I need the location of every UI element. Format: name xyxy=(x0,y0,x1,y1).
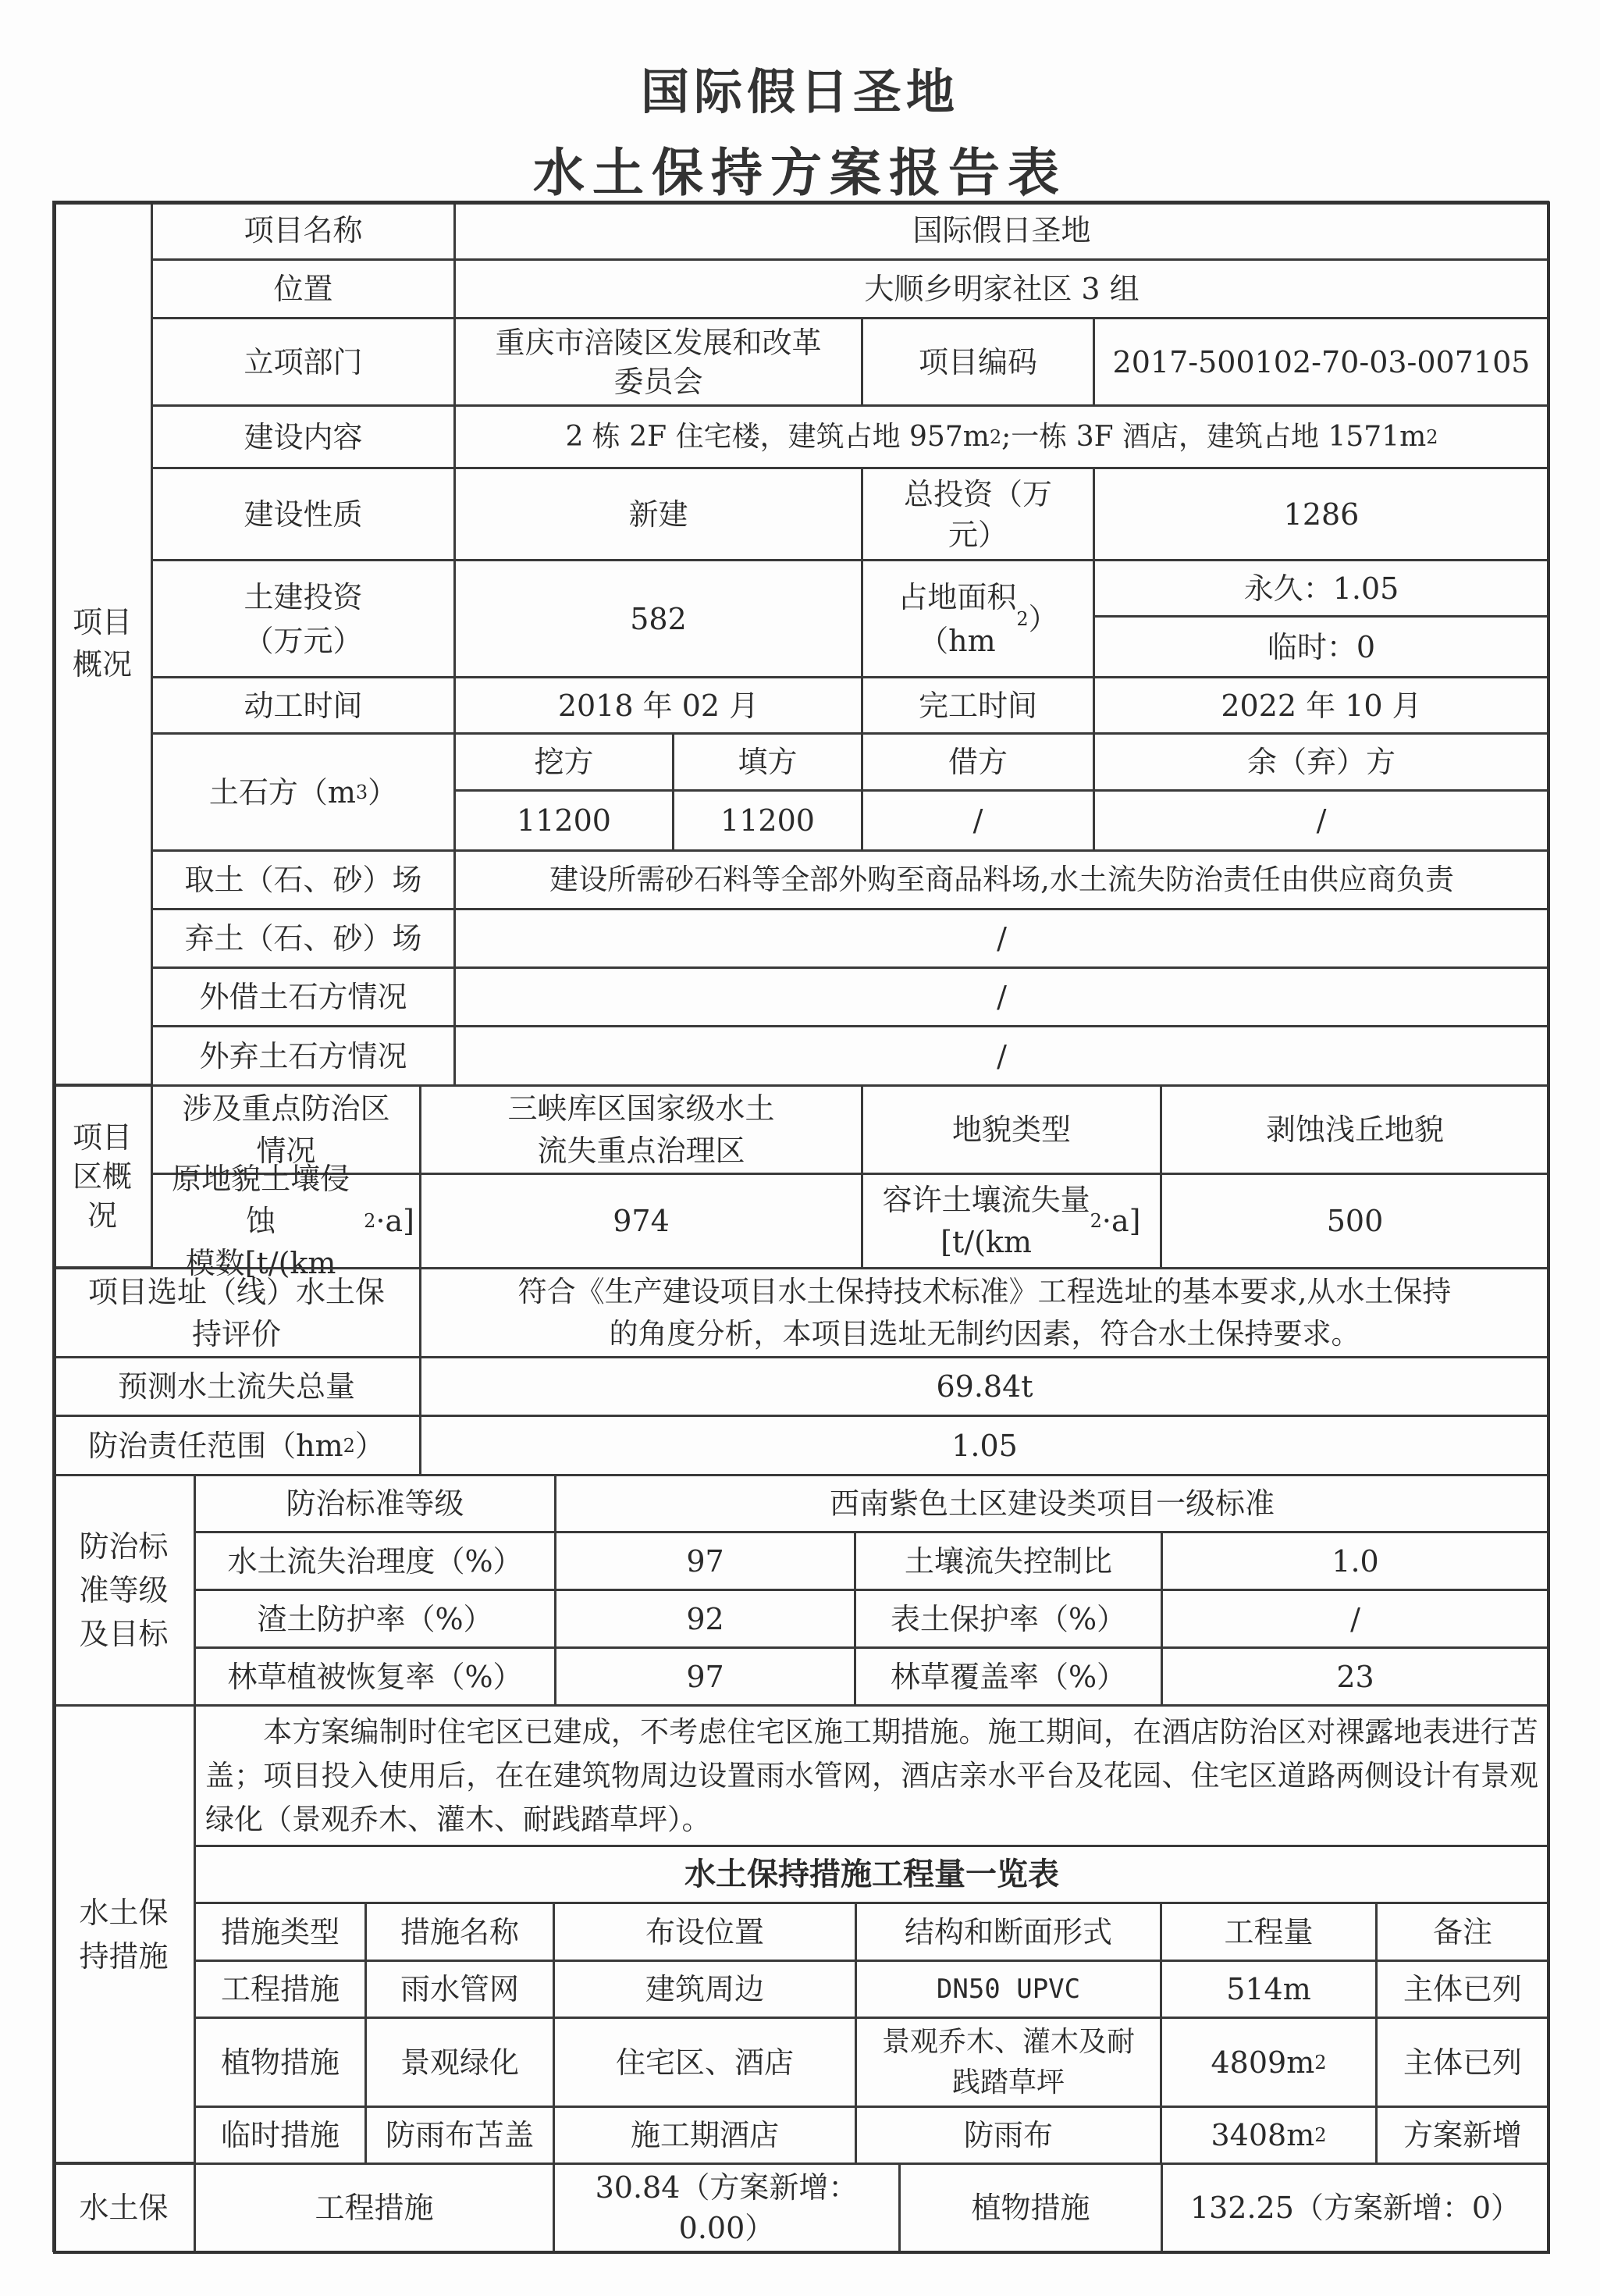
value-project-code: 2017-500102-70-03-007105 xyxy=(1093,318,1549,406)
earthwork-label-a: 土石方（m xyxy=(208,774,356,810)
earthwork-header-cut: 挖方 xyxy=(454,733,674,791)
value-standard-grade: 西南紫色土区建设类项目一级标准 xyxy=(555,1475,1549,1532)
value-approval-dept: 重庆市涪陵区发展和改革 委员会 xyxy=(454,318,862,406)
measure-form: DN50 UPVC xyxy=(855,1960,1161,2018)
label-project-name: 项目名称 xyxy=(151,201,455,260)
earthwork-header-fill: 填方 xyxy=(673,733,862,791)
measure-type: 工程措施 xyxy=(194,1960,366,2018)
allow-label-b: ·a] xyxy=(1101,1204,1141,1238)
measure-type: 临时措施 xyxy=(194,2106,366,2164)
value-total-investment: 1286 xyxy=(1093,468,1549,561)
label-landform: 地貌类型 xyxy=(862,1085,1161,1174)
value-engineering-investment: 30.84（方案新增： 0.00） xyxy=(553,2163,900,2252)
measures-header: 布设位置 xyxy=(553,1903,856,1961)
measures-header: 措施类型 xyxy=(194,1903,366,1961)
measures-table-title: 水土保持措施工程量一览表 xyxy=(194,1846,1549,1903)
target-value: 1.0 xyxy=(1161,1532,1549,1590)
measures-header: 结构和断面形式 xyxy=(855,1903,1161,1961)
target-label: 林草覆盖率（%） xyxy=(855,1647,1162,1706)
document-title-line2: 水土保持方案报告表 xyxy=(533,143,1067,203)
content-part-a: 2 栋 2F 住宅楼，建筑占地 957m xyxy=(565,420,990,453)
target-value: / xyxy=(1161,1589,1549,1648)
measure-name: 防雨布苫盖 xyxy=(365,2106,554,2164)
measure-name: 雨水管网 xyxy=(365,1960,554,2018)
value-spoil-site: / xyxy=(454,909,1549,968)
earthwork-header-borrow: 借方 xyxy=(862,733,1094,791)
label-land-area: 占地面积 （hm 2 ） xyxy=(862,560,1094,678)
label-civil-investment: 土建投资 （万元） xyxy=(151,560,455,678)
content-part-b: ;一栋 3F 酒店，建筑占地 1571m xyxy=(1001,420,1427,453)
target-value: 97 xyxy=(555,1532,855,1590)
label-external-borrow: 外借土石方情况 xyxy=(151,967,455,1027)
document-title-line1: 国际假日圣地 xyxy=(640,63,959,120)
value-responsibility-scope: 1.05 xyxy=(420,1415,1549,1475)
label-construction-nature: 建设性质 xyxy=(151,468,455,561)
section-standards: 防治标 准等级 及目标 xyxy=(52,1475,195,1706)
label-predicted-loss: 预测水土流失总量 xyxy=(52,1357,421,1416)
label-key-zone: 涉及重点防治区 情况 xyxy=(151,1085,421,1174)
target-label: 水土流失治理度（%） xyxy=(194,1532,556,1590)
quantity-value: 3408m xyxy=(1211,2118,1315,2152)
label-allowable-loss: 容许土壤流失量 [t/(km 2 ·a] xyxy=(862,1173,1161,1269)
erosion-label-b: ·a] xyxy=(375,1204,414,1238)
value-construction-nature: 新建 xyxy=(454,468,862,561)
value-landform: 剥蚀浅丘地貌 xyxy=(1161,1085,1549,1174)
value-erosion-modulus: 974 xyxy=(420,1173,862,1269)
target-label: 表土保护率（%） xyxy=(855,1589,1162,1648)
value-start-time: 2018 年 02 月 xyxy=(454,677,862,734)
value-construction-content: 2 栋 2F 住宅楼，建筑占地 957m 2 ;一栋 3F 酒店，建筑占地 1571m 2 xyxy=(454,405,1549,468)
target-label: 土壤流失控制比 xyxy=(855,1532,1162,1590)
label-borrow-site: 取土（石、砂）场 xyxy=(151,850,455,910)
label-end-time: 完工时间 xyxy=(862,677,1094,734)
quantity-value: 4809m xyxy=(1211,2045,1315,2080)
measure-quantity: 3408m 2 xyxy=(1161,2106,1377,2164)
label-start-time: 动工时间 xyxy=(151,677,455,734)
allow-label-a: 容许土壤流失量 [t/(km xyxy=(882,1183,1090,1259)
measures-description: 本方案编制时住宅区已建成，不考虑住宅区施工期措施。施工期间，在酒店防治区对裸露地表进行苫盖；项目投入使用后，在在建筑物周边设置雨水管网，酒店亲水平台及花园、住宅区道路两侧设计有景观绿化（景观乔木、灌木、耐践踏草坪）。 xyxy=(194,1705,1549,1846)
target-value: 23 xyxy=(1161,1647,1549,1706)
measure-note: 方案新增 xyxy=(1376,2106,1549,2164)
section-measures: 水土保 持措施 xyxy=(52,1705,195,2163)
land-area-label-a: 占地面积 （hm xyxy=(898,579,1017,658)
label-total-investment: 总投资（万 元） xyxy=(862,468,1094,561)
value-civil-investment: 582 xyxy=(454,560,862,678)
label-erosion-modulus: 原地貌土壤侵蚀 模数[t/(km 2 ·a] xyxy=(151,1173,421,1269)
measure-form: 防雨布 xyxy=(855,2106,1161,2164)
earthwork-value-fill: 11200 xyxy=(673,790,862,851)
measure-note: 主体已列 xyxy=(1376,2017,1549,2107)
section-area-overview: 项目 区概 况 xyxy=(52,1085,152,1268)
earthwork-header-spoil: 余（弃）方 xyxy=(1093,733,1549,791)
measure-location: 住宅区、酒店 xyxy=(553,2017,856,2107)
earthwork-value-spoil: / xyxy=(1093,790,1549,851)
measure-note: 主体已列 xyxy=(1376,1960,1549,2018)
earthwork-label-b: ） xyxy=(368,774,398,810)
measure-name: 景观绿化 xyxy=(365,2017,554,2107)
value-borrow-site: 建设所需砂石料等全部外购至商品料场,水土流失防治责任由供应商负责 xyxy=(454,850,1549,910)
label-spoil-site: 弃土（石、砂）场 xyxy=(151,909,455,968)
target-label: 渣土防护率（%） xyxy=(194,1589,556,1648)
section-investment: 水土保 xyxy=(52,2163,195,2252)
land-area-label-b: ） xyxy=(1028,601,1058,636)
measures-header: 措施名称 xyxy=(365,1903,554,1961)
label-location: 位置 xyxy=(151,259,455,319)
label-engineering-investment: 工程措施 xyxy=(194,2163,554,2252)
value-project-name: 国际假日圣地 xyxy=(454,201,1549,260)
measure-type: 植物措施 xyxy=(194,2017,366,2107)
label-vegetation-investment: 植物措施 xyxy=(899,2163,1162,2252)
label-earthwork: 土石方（m 3 ） xyxy=(151,733,455,851)
value-key-zone: 三峡库区国家级水土 流失重点治理区 xyxy=(420,1085,862,1174)
value-land-permanent: 永久：1.05 xyxy=(1093,560,1549,617)
target-value: 97 xyxy=(555,1647,855,1706)
scope-label-a: 防治责任范围（hm xyxy=(88,1428,343,1463)
label-project-code: 项目编码 xyxy=(862,318,1094,406)
scope-label-b: ） xyxy=(354,1428,385,1463)
measure-form: 景观乔木、灌木及耐 践踏草坪 xyxy=(855,2017,1161,2107)
value-land-temporary: 临时：0 xyxy=(1093,616,1549,678)
measures-header: 备注 xyxy=(1376,1903,1549,1961)
value-location: 大顺乡明家社区 3 组 xyxy=(454,259,1549,319)
value-end-time: 2022 年 10 月 xyxy=(1093,677,1549,734)
measure-quantity: 514m xyxy=(1161,1960,1377,2018)
measure-location: 建筑周边 xyxy=(553,1960,856,2018)
label-construction-content: 建设内容 xyxy=(151,405,455,468)
measures-header: 工程量 xyxy=(1161,1903,1377,1961)
label-standard-grade: 防治标准等级 xyxy=(194,1475,556,1532)
section-project-overview: 项目 概况 xyxy=(52,201,152,1085)
value-predicted-loss: 69.84t xyxy=(420,1357,1549,1416)
label-approval-dept: 立项部门 xyxy=(151,318,455,406)
measure-location: 施工期酒店 xyxy=(553,2106,856,2164)
target-value: 92 xyxy=(555,1589,855,1648)
earthwork-value-borrow: / xyxy=(862,790,1094,851)
measure-quantity: 4809m 2 xyxy=(1161,2017,1377,2107)
value-external-borrow: / xyxy=(454,967,1549,1027)
value-external-spoil: / xyxy=(454,1026,1549,1086)
label-site-evaluation: 项目选址（线）水土保 持评价 xyxy=(52,1268,421,1358)
earthwork-value-cut: 11200 xyxy=(454,790,674,851)
value-site-evaluation: 符合《生产建设项目水土保持技术标准》工程选址的基本要求,从水土保持 的角度分析，本项目选址无制约因素，符合水土保持要求。 xyxy=(420,1268,1549,1358)
erosion-label-a: 原地貌土壤侵蚀 模数[t/(km xyxy=(172,1162,350,1280)
label-responsibility-scope: 防治责任范围（hm 2 ） xyxy=(52,1415,421,1475)
label-external-spoil: 外弃土石方情况 xyxy=(151,1026,455,1086)
value-allowable-loss: 500 xyxy=(1161,1173,1549,1269)
value-vegetation-investment: 132.25（方案新增：0） xyxy=(1161,2163,1549,2252)
target-label: 林草植被恢复率（%） xyxy=(194,1647,556,1706)
